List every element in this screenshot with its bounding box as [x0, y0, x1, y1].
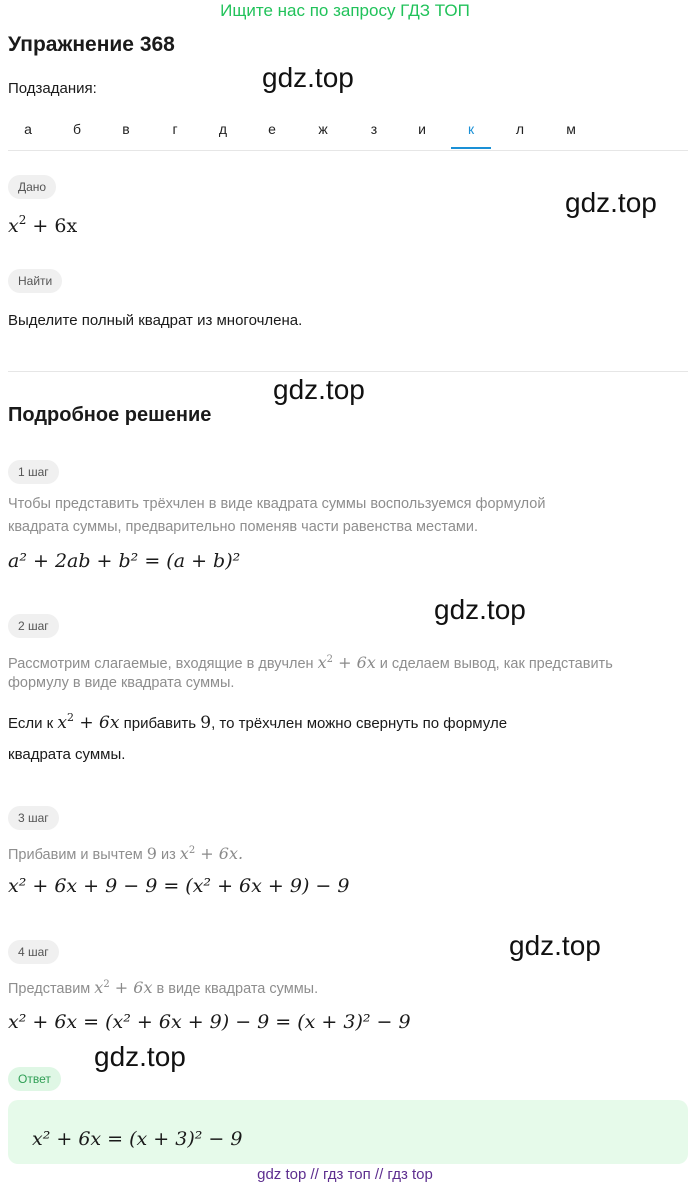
divider [8, 371, 688, 372]
tab-v[interactable]: в [122, 121, 130, 137]
step-formula: x² + 6x = (x² + 6x + 9) − 9 = (x + 3)² − 9 [8, 1011, 411, 1033]
given-badge: Дано [8, 175, 56, 199]
watermark: gdz.top [565, 187, 657, 218]
step-text: Рассмотрим слагаемые, входящие в двучлен $x^2 + 6x$ и сделаем вывод, как представить [8, 653, 613, 672]
step-badge: 4 шаг [8, 940, 59, 964]
subtask-tabs [8, 112, 688, 151]
step-text: квадрата суммы, предварительно поменяв части равенства местами. [8, 519, 478, 535]
search-banner: Ищите нас по запросу ГДЗ ТОП [220, 1, 470, 20]
tab-zh[interactable]: ж [318, 121, 328, 137]
watermark: gdz.top [262, 62, 354, 93]
watermark: gdz.top [434, 594, 526, 625]
watermark: gdz.top [509, 930, 601, 961]
tab-z[interactable]: з [370, 121, 378, 137]
given-expression: $x^2 + 6x$ [8, 213, 78, 237]
tab-b[interactable]: б [72, 121, 82, 137]
tab-m[interactable]: м [566, 121, 576, 137]
page-title: Упражнение 368 [8, 33, 175, 56]
inline-math: $x^2 + 6x$ [57, 711, 120, 733]
solution-title: Подробное решение [8, 404, 212, 426]
watermark: gdz.top [273, 374, 365, 405]
step-conclusion: Если к $x^2 + 6x$ прибавить 9, то трёхчлен можно свернуть по формуле [8, 711, 508, 733]
tab-g[interactable]: г [172, 121, 178, 137]
footer-links[interactable]: gdz top // гдз топ // гдз top [257, 1166, 433, 1183]
subtasks-label: Подзадания: [8, 80, 97, 97]
step-text: Чтобы представить трёхчлен в виде квадрата суммы воспользуемся формулой [8, 496, 546, 512]
find-text: Выделите полный квадрат из многочлена. [8, 312, 303, 329]
step-formula: x² + 6x + 9 − 9 = (x² + 6x + 9) − 9 [8, 875, 350, 897]
answer-formula: x² + 6x = (x + 3)² − 9 [32, 1128, 243, 1150]
inline-math: $x^2 + 6x$ [94, 978, 153, 997]
step-text: Прибавим и вычтем 9 из $x^2 + 6x$. [8, 844, 244, 863]
step-conclusion: квадрата суммы. [8, 746, 126, 763]
step-badge: 3 шаг [8, 806, 59, 830]
answer-box [8, 1100, 688, 1164]
inline-math: $x^2 + 6x$. [179, 844, 244, 863]
step-badge: 1 шаг [8, 460, 59, 484]
step-text: Представим $x^2 + 6x$ в виде квадрата суммы. [8, 978, 319, 997]
find-badge: Найти [8, 269, 62, 293]
step-formula: a² + 2ab + b² = (a + b)² [8, 550, 241, 572]
tab-e[interactable]: е [268, 121, 276, 137]
tab-i[interactable]: и [418, 121, 426, 137]
answer-badge: Ответ [8, 1067, 61, 1091]
tab-l[interactable]: л [515, 121, 525, 137]
tab-k[interactable]: к [451, 112, 491, 149]
inline-math: $x^2 + 6x$ [317, 653, 376, 672]
tab-a[interactable]: а [24, 121, 32, 137]
step-text: формулу в виде квадрата суммы. [8, 675, 235, 691]
step-badge: 2 шаг [8, 614, 59, 638]
tab-d[interactable]: д [218, 121, 228, 137]
watermark: gdz.top [94, 1041, 186, 1072]
